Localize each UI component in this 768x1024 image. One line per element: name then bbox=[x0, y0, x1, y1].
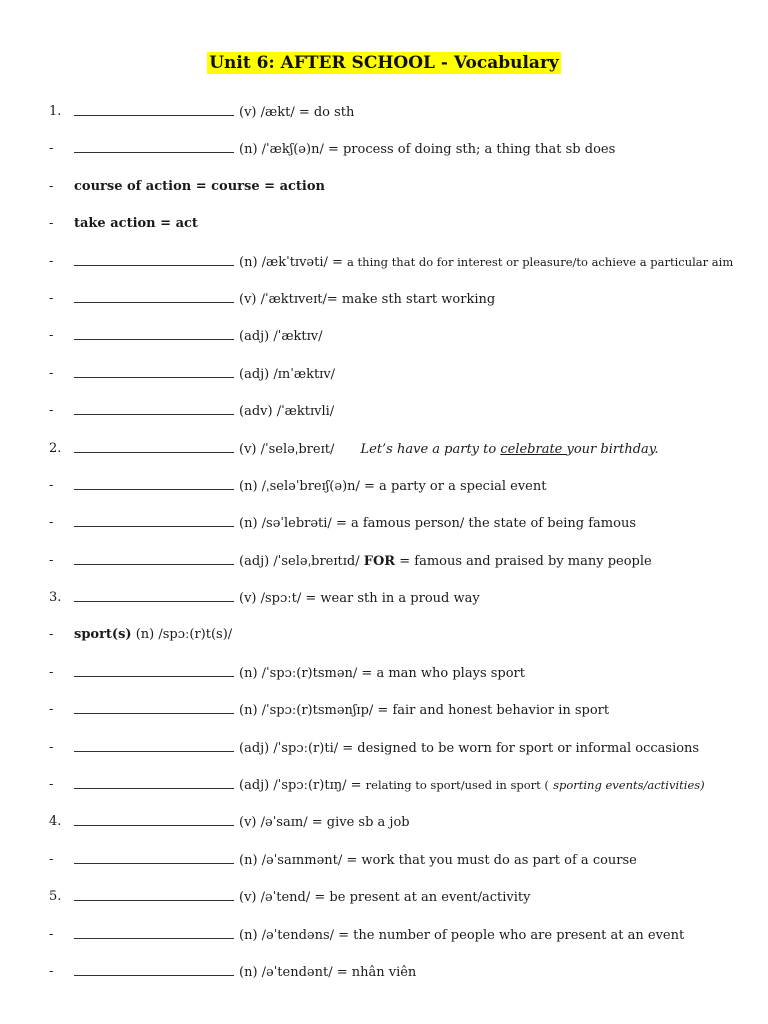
row-marker: 2. bbox=[49, 440, 62, 456]
row-content bbox=[74, 179, 325, 194]
row-content bbox=[74, 702, 609, 718]
vocab-row bbox=[0, 515, 768, 552]
row-content bbox=[74, 141, 615, 157]
title-wrapper bbox=[0, 52, 768, 74]
definition-text: (adj) /ˈspɔː(r)ti/ = designed to be worn for sport or informal occasions bbox=[239, 740, 700, 756]
row-content bbox=[74, 441, 659, 457]
row-marker: - bbox=[49, 141, 54, 157]
vocab-row bbox=[0, 366, 768, 403]
vocab-row bbox=[0, 553, 768, 590]
vocab-row bbox=[0, 740, 768, 777]
definition-text: (n) /ˈækʃ(ə)n/ = process of doing sth; a thing that sb does bbox=[239, 142, 616, 158]
vocab-row bbox=[0, 254, 768, 291]
vocab-row bbox=[0, 927, 768, 964]
row-marker: 3. bbox=[49, 590, 62, 606]
example-sentence: Let’s have a party to bbox=[360, 441, 501, 457]
vocab-row bbox=[0, 665, 768, 702]
vocab-row bbox=[0, 777, 768, 814]
row-content bbox=[74, 627, 232, 642]
row-marker: - bbox=[49, 477, 54, 493]
row-marker: - bbox=[49, 702, 54, 718]
definition-text: (n) /ˌseləˈbreɪʃ(ə)n/ = a party or a special event bbox=[239, 478, 547, 494]
answer-blank[interactable] bbox=[74, 478, 234, 490]
row-content bbox=[74, 254, 733, 270]
answer-blank[interactable] bbox=[74, 441, 234, 453]
vocab-row bbox=[0, 478, 768, 515]
definition-text: (v) /ˈæktɪveɪt/= make sth start working bbox=[239, 291, 496, 307]
definition-text: (adj) /ˈæktɪv/ bbox=[239, 329, 323, 345]
answer-blank[interactable] bbox=[74, 964, 234, 976]
row-content bbox=[74, 814, 410, 830]
vocab-row bbox=[0, 702, 768, 739]
row-content bbox=[74, 291, 495, 307]
row-marker: - bbox=[49, 253, 54, 269]
definition-text: (v) /ˈseləˌbreɪt/ bbox=[239, 441, 335, 457]
answer-blank[interactable] bbox=[74, 141, 234, 153]
definition-text: (v) /spɔːt/ = wear sth in a proud way bbox=[239, 591, 480, 607]
definition-text: (n) /ˈspɔː(r)tsmənʃɪp/ = fair and honest behavior in sport bbox=[239, 703, 610, 719]
row-content bbox=[74, 852, 637, 868]
definition-text: (n) /əˈtendənt/ = nhân viên bbox=[239, 964, 417, 980]
answer-blank[interactable] bbox=[74, 702, 234, 714]
definition-text: = famous and praised by many people bbox=[399, 553, 652, 569]
vocab-row bbox=[0, 403, 768, 440]
row-content bbox=[74, 104, 354, 120]
answer-blank[interactable] bbox=[74, 366, 234, 378]
row-marker: 1. bbox=[49, 104, 62, 119]
definition-text: (n) /spɔː(r)t(s)/ bbox=[135, 627, 233, 643]
row-marker: 4. bbox=[49, 814, 62, 830]
vocab-row bbox=[0, 590, 768, 627]
definition-text: (n) /ˈspɔː(r)tsmən/ = a man who plays sport bbox=[239, 665, 525, 681]
row-marker: - bbox=[49, 515, 54, 531]
row-content bbox=[74, 964, 416, 980]
row-content bbox=[74, 777, 705, 793]
definition-small: a thing that do for interest or pleasure/to achieve a particular aim bbox=[347, 254, 734, 269]
answer-blank[interactable] bbox=[74, 291, 234, 303]
definition-text: (n) /əˈsaɪnmənt/ = work that you must do as part of a course bbox=[239, 852, 637, 868]
row-content bbox=[74, 889, 530, 905]
definition-text: (n) /səˈlebrəti/ = a famous person/ the state of being famous bbox=[239, 516, 637, 532]
vocab-row bbox=[0, 852, 768, 889]
answer-blank[interactable] bbox=[74, 777, 234, 789]
row-marker: - bbox=[49, 365, 54, 381]
definition-text: (adv) /ˈæktɪvli/ bbox=[239, 404, 335, 420]
row-marker: - bbox=[49, 926, 54, 942]
row-marker: - bbox=[49, 627, 54, 643]
row-marker: - bbox=[49, 328, 54, 344]
vocab-row bbox=[0, 216, 768, 253]
answer-blank[interactable] bbox=[74, 515, 234, 527]
row-content bbox=[74, 553, 652, 569]
vocab-row bbox=[0, 627, 768, 664]
row-marker: - bbox=[49, 290, 54, 306]
answer-blank[interactable] bbox=[74, 927, 234, 939]
phrase-text: course of action = course = action bbox=[74, 178, 325, 194]
answer-blank[interactable] bbox=[74, 590, 234, 602]
row-marker: - bbox=[49, 851, 54, 867]
definition-text: (v) /ækt/ = do sth bbox=[239, 105, 355, 120]
vocabulary-list bbox=[0, 104, 768, 1001]
vocab-row bbox=[0, 104, 768, 141]
row-content bbox=[74, 366, 335, 382]
row-content bbox=[74, 328, 323, 344]
definition-text: (v) /əˈsaɪn/ = give sb a job bbox=[239, 815, 410, 831]
vocab-row bbox=[0, 291, 768, 328]
definition-text: (adj) /ɪnˈæktɪv/ bbox=[239, 366, 336, 382]
page-title: Unit 6: AFTER SCHOOL - Vocabulary bbox=[209, 53, 559, 73]
row-content bbox=[74, 403, 334, 419]
answer-blank[interactable] bbox=[74, 889, 234, 901]
row-marker: 5. bbox=[49, 889, 62, 905]
definition-small: relating to sport/used in sport ( bbox=[365, 778, 549, 793]
row-content bbox=[74, 590, 480, 606]
example-small: sporting events/activities) bbox=[553, 778, 705, 793]
row-marker: - bbox=[49, 739, 54, 755]
row-marker: - bbox=[49, 664, 54, 680]
row-content bbox=[74, 216, 198, 231]
definition-text: (n) /ækˈtɪvəti/ = bbox=[239, 254, 343, 270]
answer-blank[interactable] bbox=[74, 104, 234, 116]
row-marker: - bbox=[49, 403, 54, 419]
row-marker: - bbox=[49, 216, 54, 232]
answer-blank[interactable] bbox=[74, 403, 234, 415]
vocab-row bbox=[0, 964, 768, 1001]
row-marker: - bbox=[49, 963, 54, 979]
vocab-row bbox=[0, 889, 768, 926]
row-content bbox=[74, 927, 684, 943]
definition-text: (n) /əˈtendəns/ = the number of people who are present at an event bbox=[239, 927, 685, 943]
row-marker: - bbox=[49, 777, 54, 793]
vocab-row bbox=[0, 328, 768, 365]
vocab-row bbox=[0, 814, 768, 851]
row-marker: - bbox=[49, 552, 54, 568]
definition-text: (adj) /ˈspɔː(r)tɪŋ/ = bbox=[239, 778, 362, 794]
row-marker: - bbox=[49, 178, 54, 194]
row-content bbox=[74, 665, 525, 681]
answer-blank[interactable] bbox=[74, 740, 234, 752]
answer-blank[interactable] bbox=[74, 852, 234, 864]
vocab-row bbox=[0, 141, 768, 178]
answer-blank[interactable] bbox=[74, 665, 234, 677]
row-content bbox=[74, 740, 699, 756]
definition-text: (v) /əˈtend/ = be present at an event/activity bbox=[239, 890, 531, 906]
answer-blank[interactable] bbox=[74, 814, 234, 826]
answer-blank[interactable] bbox=[74, 254, 234, 266]
headword: sport(s) bbox=[74, 627, 132, 643]
answer-blank[interactable] bbox=[74, 553, 234, 565]
vocab-row bbox=[0, 179, 768, 216]
row-content bbox=[74, 478, 546, 494]
phrase-text: take action = act bbox=[74, 216, 198, 232]
row-content bbox=[74, 515, 636, 531]
preposition-keyword: FOR bbox=[363, 553, 396, 569]
answer-blank[interactable] bbox=[74, 328, 234, 340]
example-sentence-end: your birthday. bbox=[566, 441, 659, 457]
example-keyword: celebrate bbox=[500, 441, 567, 457]
vocab-row bbox=[0, 441, 768, 478]
definition-text: (adj) /ˈseləˌbreɪtɪd/ bbox=[239, 553, 360, 569]
